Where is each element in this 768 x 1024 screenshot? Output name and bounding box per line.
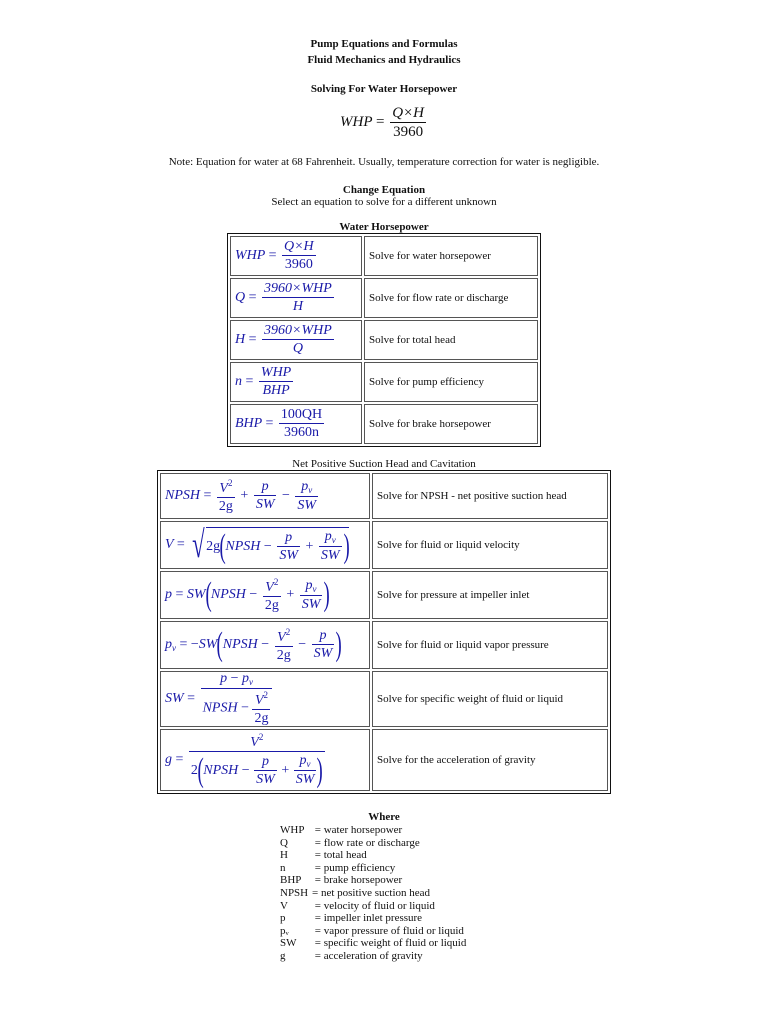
list-item: SW = specific weight of fluid or liquid [280, 937, 467, 950]
list-item: n = pump efficiency [280, 861, 396, 874]
table-row[interactable] [160, 621, 608, 669]
equation-cell[interactable]: V = √2g(NPSH − $\frac{p}{SW}$ + $\frac{p_v}{SW}$ ) [160, 521, 370, 569]
equation-cell[interactable]: H = $\frac{\text{3960×WHP}}{Q}$ [230, 320, 362, 360]
list-item: Q = flow rate or discharge [280, 836, 420, 849]
list-item: NPSH = net positive suction head [280, 887, 431, 899]
description-cell[interactable]: Solve for water horsepower [364, 236, 538, 276]
description-cell[interactable]: Solve for the acceleration of gravity [372, 729, 608, 791]
table-row[interactable] [160, 521, 608, 569]
equation-cell[interactable]: n = $\frac{\text{WHP}}{\text{BHP}}$ [230, 362, 362, 402]
list-item: WHP = water horsepower [280, 824, 403, 836]
description-cell[interactable]: Solve for fluid or liquid velocity [372, 521, 608, 569]
description-cell[interactable]: Solve for specific weight of fluid or liquid [372, 671, 608, 727]
equation-cell[interactable]: NPSH = $\frac{V^2}{2g}$ + $\frac{p}{SW}$ − $\frac{p_v}{SW}$ [160, 473, 370, 519]
note-text: Note: Equation for water at 68 Fahrenheit. Usually, temperature correction for water is negligible. [168, 156, 600, 168]
water-horsepower-heading: Water Horsepower [339, 221, 429, 233]
equation-cell[interactable]: BHP = $\frac{100QH}{3960n}$ [230, 404, 362, 444]
list-item: g = acceleration of gravity [280, 950, 423, 962]
list-item: H = total head [280, 849, 367, 862]
table-row[interactable] [230, 362, 538, 402]
page-subtitle: Fluid Mechanics and Hydraulics [307, 54, 461, 66]
equation-cell[interactable]: $p_v$ = −SW(NPSH − $\frac{V^2}{2g}$ − $\frac{p}{SW}$ ) [160, 621, 370, 669]
description-cell[interactable]: Solve for fluid or liquid vapor pressure [372, 621, 608, 669]
list-item: pᵥ = vapor pressure of fluid or liquid [280, 924, 464, 937]
list-item: BHP = brake horsepower [280, 874, 403, 887]
description-cell[interactable]: Solve for flow rate or discharge [364, 278, 538, 318]
description-cell[interactable]: Solve for NPSH - net positive suction head [372, 473, 608, 519]
list-item: p = impeller inlet pressure [280, 912, 423, 925]
npsh-heading: Net Positive Suction Head and Cavitation [292, 458, 476, 470]
equation-cell[interactable]: SW = $p - p_v$ NPSH − $\frac{V^2}{2g}$ [160, 671, 370, 727]
npsh-table [157, 470, 611, 794]
water-horsepower-table [227, 233, 541, 447]
description-cell[interactable]: Solve for pump efficiency [364, 362, 538, 402]
section-heading: Solving For Water Horsepower [310, 83, 458, 95]
description-cell[interactable]: Solve for brake horsepower [364, 404, 538, 444]
main-equation: WHP = $\frac{Q\times H}{3960}$ [340, 105, 424, 140]
where-heading: Where [368, 811, 400, 823]
table-row[interactable] [160, 571, 608, 619]
main-equation-lhs: WHP [340, 114, 373, 131]
main-equation-numerator: Q×H [392, 105, 424, 121]
equation-cell[interactable]: p = SW(NPSH − $\frac{V^2}{2g}$ + $\frac{p_v}{SW}$ ) [160, 571, 370, 619]
table-row[interactable] [230, 236, 538, 276]
equation-cell[interactable]: WHP = $\frac{Q\times H}{3960}$ [230, 236, 362, 276]
change-equation-hint: Select an equation to solve for a different unknown [271, 196, 497, 208]
equation-cell[interactable]: g = $V^2$ 2(NPSH − $\frac{p}{SW}$ + $\frac{p_v}{SW}$ ) [160, 729, 370, 791]
page-title: Pump Equations and Formulas [310, 38, 458, 50]
change-equation-link[interactable]: Change Equation [342, 184, 426, 196]
description-cell[interactable]: Solve for total head [364, 320, 538, 360]
table-row[interactable] [230, 278, 538, 318]
table-row[interactable] [230, 404, 538, 444]
description-cell[interactable]: Solve for pressure at impeller inlet [372, 571, 608, 619]
table-row[interactable] [160, 729, 608, 791]
list-item: V = velocity of fluid or liquid [280, 899, 435, 912]
table-row[interactable] [160, 473, 608, 519]
equation-cell[interactable]: Q = $\frac{\text{3960×WHP}}{H}$ [230, 278, 362, 318]
main-equation-denominator: 3960 [393, 124, 424, 140]
table-row[interactable] [230, 320, 538, 360]
table-row[interactable] [160, 671, 608, 727]
